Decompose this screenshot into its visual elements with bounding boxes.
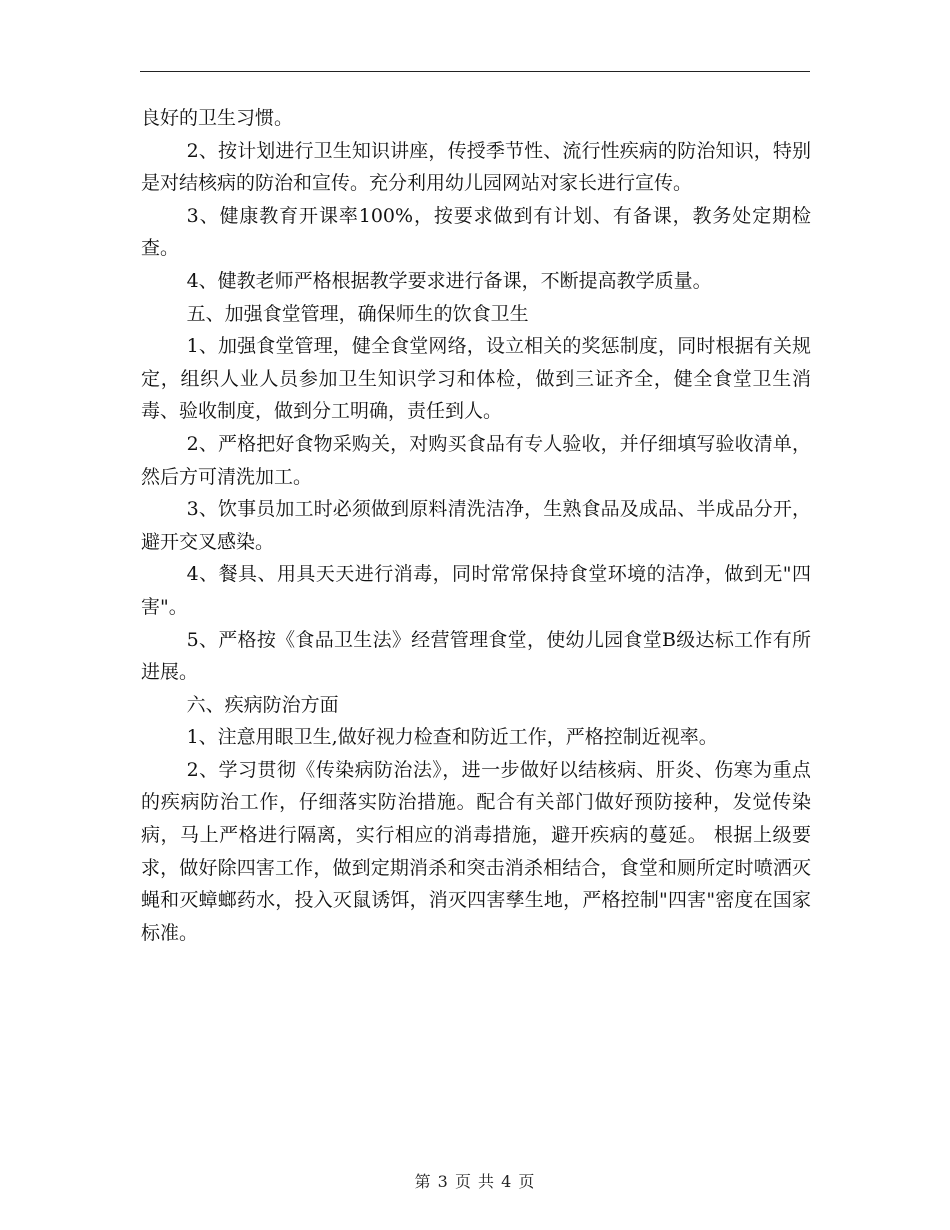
- paragraph: 1、加强食堂管理，健全食堂网络，设立相关的奖惩制度，同时根据有关规定，组织人业人员参加卫生知识学习和体检，做到三证齐全，健全食堂卫生消毒、验收制度，做到分工明确，责任到人。: [141, 335, 811, 423]
- header-rule: [140, 71, 810, 72]
- page-number: 第 3 页 共 4 页: [414, 1172, 536, 1191]
- paragraph: 1、注意用眼卫生,做好视力检查和防近工作，严格控制近视率。: [186, 726, 718, 749]
- paragraph: 4、健教老师严格根据教学要求进行备课，不断提高教学质量。: [186, 269, 712, 292]
- paragraph: 2、按计划进行卫生知识讲座，传授季节性、流行性疾病的防治知识，特别是对结核病的防治和宣传。充分利用幼儿园网站对家长进行宣传。: [141, 139, 811, 195]
- paragraph: 3、健康教育开课率100%，按要求做到有计划、有备课，教务处定期检查。: [141, 204, 811, 260]
- paragraph: 2、学习贯彻《传染病防治法》，进一步做好以结核病、肝炎、伤寒为重点的疾病防治工作，仔细落实防治措施。配合有关部门做好预防接种，发觉传染病，马上严格进行隔离，实行相应的消毒措施，避开疾病的蔓延。 根据上级要求，做好除四害工作，做到定期消杀和突击消杀相结合，食堂和厕所定时喷洒灭蝇和灭蟑螂药水，投入灭鼠诱饵，消灭四害孳生地，严格控制"四害"密度在国家标准。: [141, 758, 811, 944]
- paragraph: 4、餐具、用具天天进行消毒，同时常常保持食堂环境的洁净，做到无"四害"。: [141, 563, 811, 618]
- section-heading: 六、疾病防治方面: [186, 693, 339, 716]
- paragraph: 良好的卫生习惯。: [141, 107, 294, 129]
- paragraph: 5、严格按《食品卫生法》经营管理食堂，使幼儿园食堂B级达标工作有所进展。: [141, 628, 811, 684]
- section-heading: 五、加强食堂管理，确保师生的饮食卫生: [186, 302, 529, 325]
- paragraph: 2、严格把好食物采购关，对购买食品有专人验收，并仔细填写验收清单，然后方可清洗加工。: [141, 432, 811, 488]
- document-body: [141, 102, 811, 949]
- paragraph: 3、饮事员加工时必须做到原料清洗洁净，生熟食品及成品、半成品分开，避开交叉感染。: [141, 498, 811, 553]
